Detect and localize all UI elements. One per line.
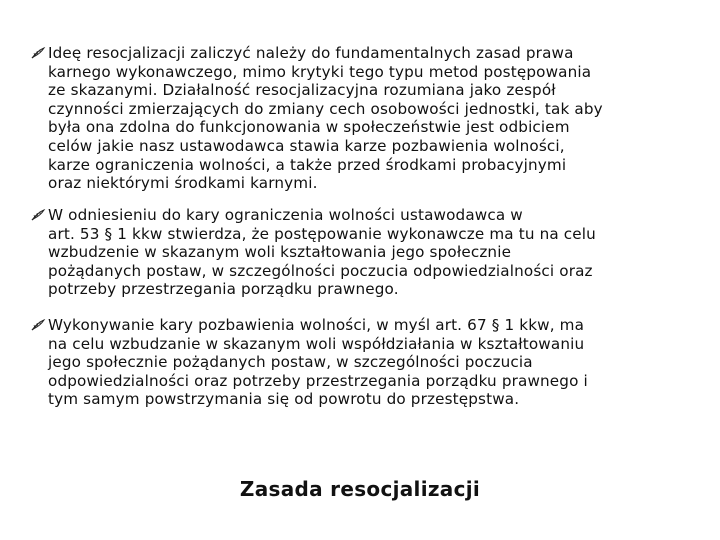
feather-quill-icon <box>30 45 46 61</box>
bullet-item <box>30 206 710 299</box>
feather-quill-icon <box>30 207 46 223</box>
bullet-text: W odniesieniu do kary ograniczenia wolności ustawodawca w art. 53 § 1 kkw stwierdza, że postępowanie wykonawcze ma tu na celu wzbudzenie w skazanym woli kształtowania jego społecznie pożądanych postaw, w szczególności poczucia odpowiedzialności oraz potrzeby przestrzegania porządku prawnego. <box>48 206 596 299</box>
bullet-text: Ideę resocjalizacji zaliczyć należy do fundamentalnych zasad prawa karnego wykonawczego, mimo krytyki tego typu metod postępowania ze skazanymi. Działalność resocjalizacyjna rozumiana jako zespół czynności zmierzających do zmiany cech osobowości jednostki, tak aby była ona zdolna do funkcjonowania w społeczeństwie jest odbiciem celów jakie nasz ustawodawca stawia karze pozbawienia wolności, karze ograniczenia wolności, a także przed środkami probacyjnymi oraz niektórymi środkami karnymi. <box>48 44 603 193</box>
slide-title: Zasada resocjalizacji <box>239 477 481 501</box>
bullet-item <box>30 44 710 193</box>
bullet-item <box>30 316 710 409</box>
feather-quill-icon <box>30 317 46 333</box>
bullet-text: Wykonywanie kary pozbawienia wolności, w myśl art. 67 § 1 kkw, ma na celu wzbudzanie w skazanym woli współdziałania w kształtowaniu jego społecznie pożądanych postaw, w szczególności poczucia odpowiedzialności oraz potrzeby przestrzegania porządku prawnego i tym samym powstrzymania się od powrotu do przestępstwa. <box>48 316 588 409</box>
